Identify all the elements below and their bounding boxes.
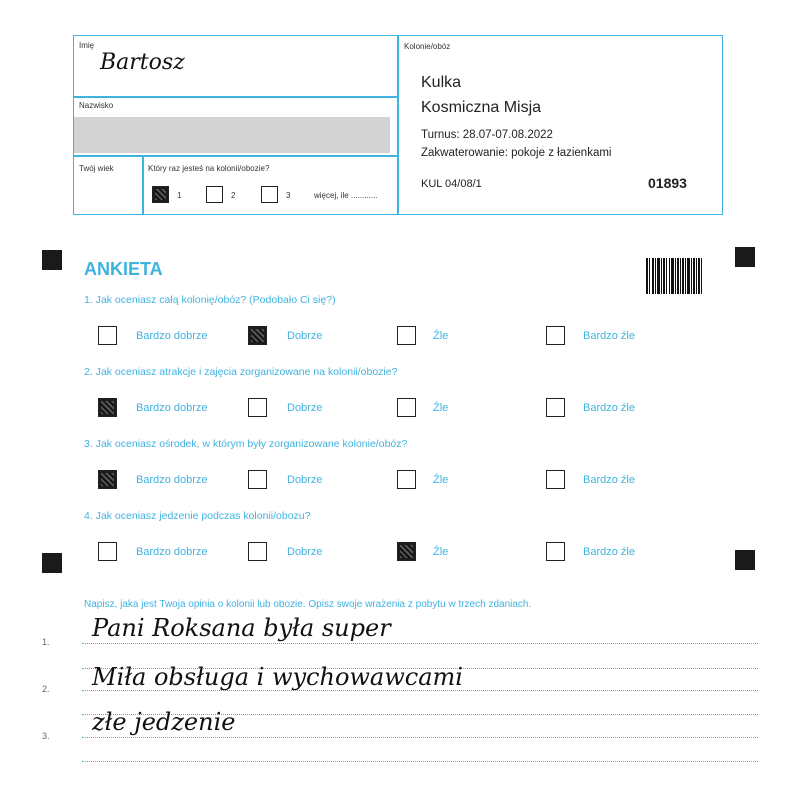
opinion-line-rule — [82, 690, 758, 691]
header-col-line — [142, 155, 144, 215]
registration-marker — [42, 250, 62, 270]
visit-count-label: Który raz jesteś na kolonii/obozie? — [148, 164, 270, 173]
survey-title: ANKIETA — [84, 259, 163, 279]
opinion-line-3[interactable]: złe jedzenie — [92, 708, 236, 736]
question-1-checkbox-3[interactable] — [397, 326, 416, 345]
question-3-checkbox-3[interactable] — [397, 470, 416, 489]
barcode-icon — [646, 258, 702, 294]
registration-marker — [735, 550, 755, 570]
question-3-text: 3. Jak oceniasz ośrodek, w którym były zorganizowane kolonie/obóz? — [84, 438, 408, 450]
visit-count-option-3: 3 — [286, 191, 291, 200]
question-2-checkbox-1[interactable] — [98, 398, 117, 417]
camp-turnus: Turnus: 28.07-07.08.2022 — [421, 129, 553, 141]
visit-count-option-1: 1 — [177, 191, 182, 200]
question-2-checkbox-2[interactable] — [248, 398, 267, 417]
opinion-line-rule — [82, 643, 758, 644]
header-row-line — [73, 155, 398, 157]
question-4-text: 4. Jak oceniasz jedzenie podczas kolonii/obozu? — [84, 510, 311, 522]
first-name-label: Imię — [79, 41, 95, 50]
question-3-option-label: Dobrze — [287, 474, 323, 486]
question-2-option-label: Bardzo dobrze — [136, 402, 208, 414]
question-4-option-label: Dobrze — [287, 546, 323, 558]
age-label: Twój wiek — [79, 164, 114, 173]
visit-count-checkbox-1[interactable] — [152, 186, 169, 203]
camp-name: Kulka — [421, 74, 462, 91]
camp-accommodation: Zakwaterowanie: pokoje z łazienkami — [421, 147, 612, 159]
question-3-checkbox-2[interactable] — [248, 470, 267, 489]
question-2-option-label: Dobrze — [287, 402, 323, 414]
opinion-line-number: 3. — [42, 731, 50, 741]
question-1-text: 1. Jak oceniasz całą kolonię/obóz? (Podobało Ci się?) — [84, 294, 336, 306]
question-4-checkbox-4[interactable] — [546, 542, 565, 561]
question-2-checkbox-3[interactable] — [397, 398, 416, 417]
question-1-checkbox-2[interactable] — [248, 326, 267, 345]
opinion-line-1[interactable]: Pani Roksana była super — [92, 614, 391, 642]
camp-code: KUL 04/08/1 — [421, 178, 482, 190]
header-row-line — [73, 96, 398, 98]
visit-count-checkbox-3[interactable] — [261, 186, 278, 203]
question-2-option-label: Bardzo źle — [583, 402, 635, 414]
form-number: 01893 — [648, 175, 687, 191]
question-4-checkbox-1[interactable] — [98, 542, 117, 561]
visit-count-option-2: 2 — [231, 191, 236, 200]
camp-label: Kolonie/obóz — [404, 42, 451, 51]
visit-count-checkbox-2[interactable] — [206, 186, 223, 203]
question-3-option-label: Źle — [433, 474, 449, 486]
registration-marker — [42, 553, 62, 573]
opinion-line-2[interactable]: Miła obsługa i wychowawcami — [92, 663, 463, 691]
last-name-redaction — [74, 117, 390, 153]
question-4-checkbox-2[interactable] — [248, 542, 267, 561]
question-2-text: 2. Jak oceniasz atrakcje i zajęcia zorganizowane na kolonii/obozie? — [84, 366, 398, 378]
question-1-option-label: Bardzo źle — [583, 330, 635, 342]
opinion-prompt: Napisz, jaka jest Twoja opinia o kolonii lub obozie. Opisz swoje wrażenia z pobytu w trzech zdaniach. — [84, 599, 532, 610]
question-4-option-label: Bardzo źle — [583, 546, 635, 558]
question-4-option-label: Bardzo dobrze — [136, 546, 208, 558]
opinion-line-number: 1. — [42, 637, 50, 647]
question-3-checkbox-1[interactable] — [98, 470, 117, 489]
opinion-line-rule — [82, 737, 758, 738]
last-name-label: Nazwisko — [79, 101, 114, 110]
question-3-option-label: Bardzo źle — [583, 474, 635, 486]
question-4-option-label: Źle — [433, 546, 449, 558]
question-3-option-label: Bardzo dobrze — [136, 474, 208, 486]
question-2-checkbox-4[interactable] — [546, 398, 565, 417]
question-1-option-label: Dobrze — [287, 330, 323, 342]
opinion-line-number: 2. — [42, 684, 50, 694]
camp-program: Kosmiczna Misja — [421, 99, 542, 116]
first-name-value[interactable]: Bartosz — [100, 50, 185, 75]
question-1-checkbox-4[interactable] — [546, 326, 565, 345]
registration-marker — [735, 247, 755, 267]
question-1-checkbox-1[interactable] — [98, 326, 117, 345]
question-2-option-label: Źle — [433, 402, 449, 414]
visit-count-more: więcej, ile ............ — [314, 191, 378, 200]
question-3-checkbox-4[interactable] — [546, 470, 565, 489]
question-4-checkbox-3[interactable] — [397, 542, 416, 561]
question-1-option-label: Źle — [433, 330, 449, 342]
header-divider — [397, 35, 399, 215]
opinion-line-rule — [82, 761, 758, 762]
question-1-option-label: Bardzo dobrze — [136, 330, 208, 342]
